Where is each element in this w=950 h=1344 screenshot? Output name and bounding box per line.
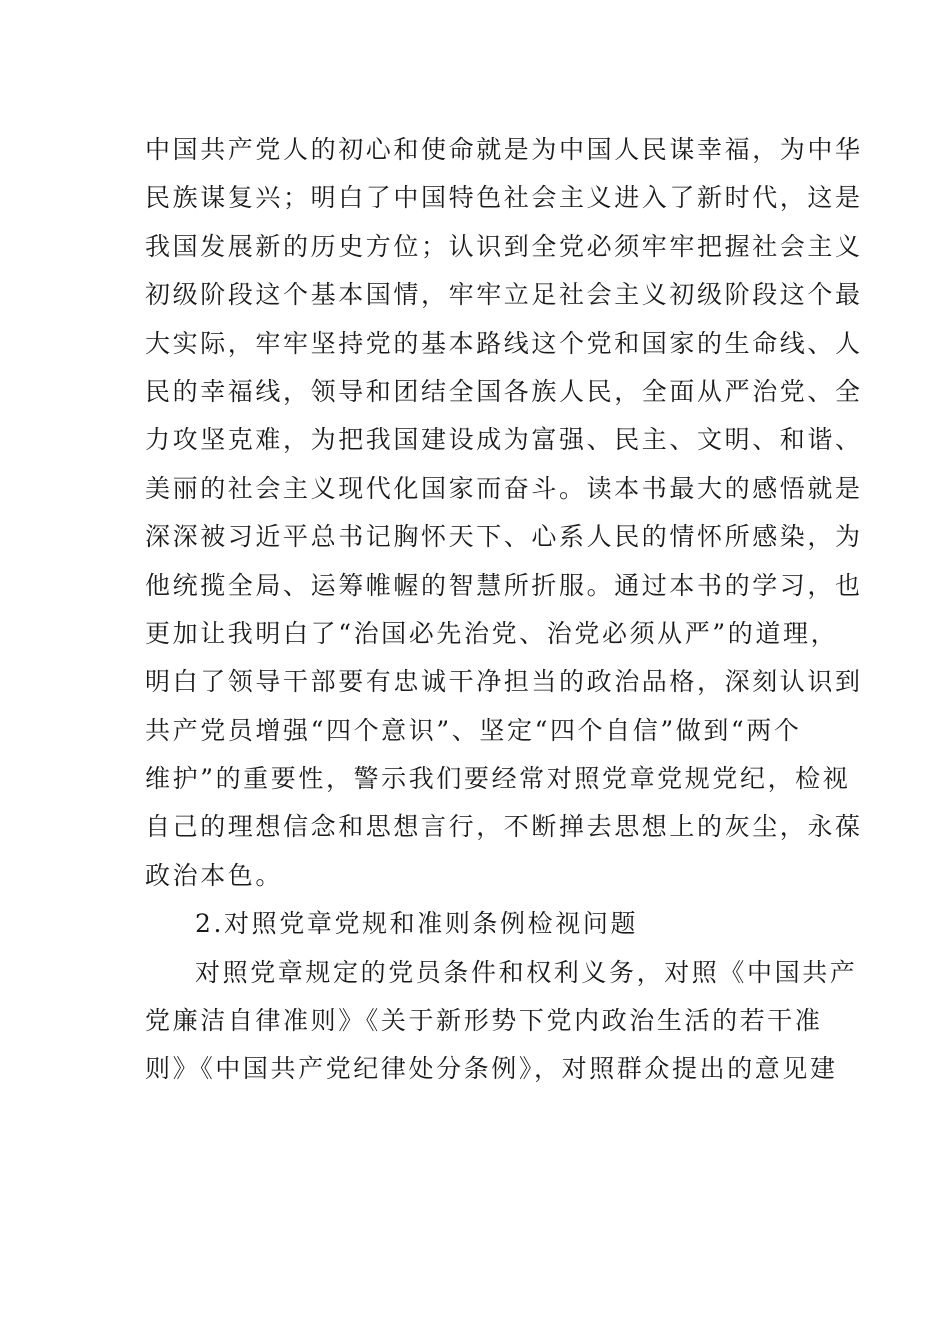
paragraph-line: 共产党员增强“四个意识”、坚定“四个自信”做到“两个	[145, 715, 802, 745]
paragraph-line: 党廉洁自律准则》《关于新形势下党内政治生活的若干准	[145, 1006, 823, 1036]
paragraph-line: 他统揽全局、运筹帷幄的智慧所折服。通过本书的学习，也	[145, 570, 863, 600]
paragraph-line: 对照党章规定的党员条件和权利义务，对照《中国共产	[195, 957, 858, 987]
paragraph-line: 初级阶段这个基本国情，牢牢立足社会主义初级阶段这个最	[145, 280, 863, 310]
paragraph-line: 我国发展新的历史方位；认识到全党必须牢牢把握社会主义	[145, 231, 863, 261]
paragraph-line: 中国共产党人的初心和使命就是为中国人民谋幸福，为中华	[145, 135, 863, 164]
paragraph-line: 更加让我明白了“治国必先治党、治党必须从严”的道理，	[145, 618, 839, 648]
paragraph-line: 民的幸福线，领导和团结全国各族人民，全面从严治党、全	[145, 376, 863, 406]
paragraph-line: 民族谋复兴；明白了中国特色社会主义进入了新时代，这是	[145, 183, 863, 213]
paragraph-line: 美丽的社会主义现代化国家而奋斗。读本书最大的感悟就是	[145, 473, 863, 503]
paragraph-line: 维护”的重要性，警示我们要经常对照党章党规党纪，检视	[145, 764, 851, 794]
section-heading: 2.对照党章党规和准则条例检视问题	[195, 909, 639, 939]
paragraph-line: 明白了领导干部要有忠诚干净担当的政治品格，深刻认识到	[145, 667, 863, 697]
paragraph-line: 自己的理想信念和思想言行，不断掸去思想上的灰尘，永葆	[145, 812, 863, 842]
paragraph-line: 深深被习近平总书记胸怀天下、心系人民的情怀所感染，为	[145, 522, 863, 552]
paragraph-line: 政治本色。	[145, 860, 284, 890]
paragraph-line: 则》《中国共产党纪律处分条例》，对照群众提出的意见建	[145, 1054, 838, 1084]
paragraph-line: 力攻坚克难，为把我国建设成为富强、民主、文明、和谐、	[145, 425, 863, 455]
body-text	[145, 126, 863, 1094]
paragraph-line: 大实际，牢牢坚持党的基本路线这个党和国家的生命线、人	[145, 328, 863, 358]
